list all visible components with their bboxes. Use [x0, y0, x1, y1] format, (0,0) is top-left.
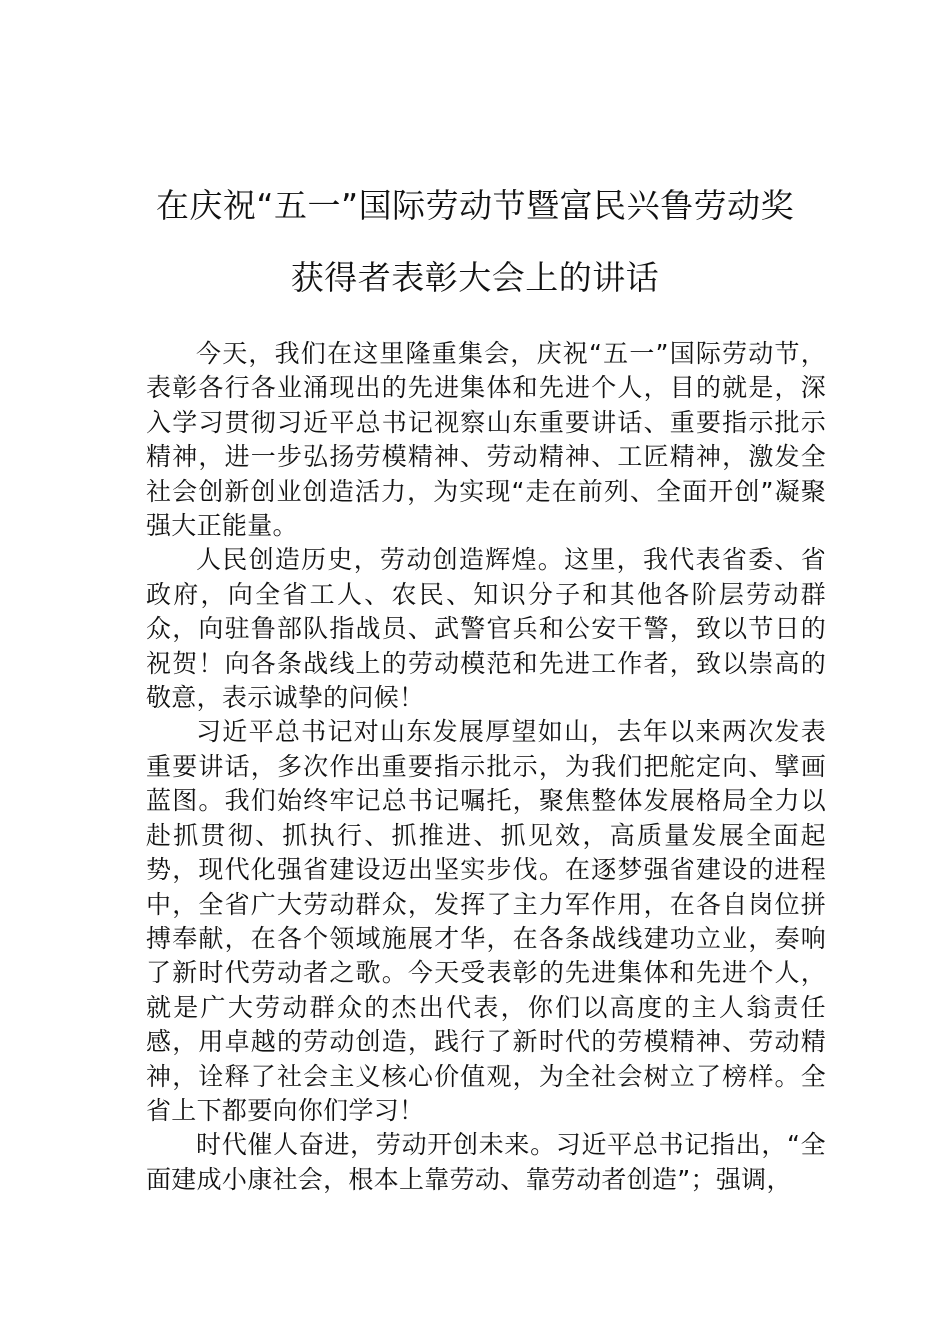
paragraph-4: 时代催人奋进，劳动开创未来。习近平总书记指出，“全面建成小康社会，根本上靠劳动、靠劳动者创造”；强调，: [146, 1130, 826, 1194]
paragraph-2: 人民创造历史，劳动创造辉煌。这里，我代表省委、省政府，向全省工人、农民、知识分子和其他各阶层劳动群众，向驻鲁部队指战员、武警官兵和公安干警，致以节日的祝贺！向各条战线上的劳动模范和先进工作者，致以崇高的敬意，表示诚挚的问候！: [146, 545, 826, 713]
title-line-1: 在庆祝“五一”国际劳动节暨富民兴鲁劳动奖: [155, 186, 795, 225]
paragraph-3: 习近平总书记对山东发展厚望如山，去年以来两次发表重要讲话，多次作出重要指示批示，为我们把舵定向、擘画蓝图。我们始终牢记总书记嘱托，聚焦整体发展格局全力以赴抓贯彻、抓执行、抓推进、抓见效，高质量发展全面起势，现代化强省建设迈出坚实步伐。在逐梦强省建设的进程中，全省广大劳动群众，发挥了主力军作用，在各自岗位拼搏奉献，在各个领域施展才华，在各条战线建功立业，奏响了新时代劳动者之歌。今天受表彰的先进集体和先进个人，就是广大劳动群众的杰出代表，你们以高度的主人翁责任感，用卓越的劳动创造，践行了新时代的劳模精神、劳动精神，诠释了社会主义核心价值观，为全社会树立了榜样。全省上下都要向你们学习！: [146, 717, 826, 1125]
paragraph-1: 今天，我们在这里隆重集会，庆祝“五一”国际劳动节，表彰各行各业涌现出的先进集体和先进个人，目的就是，深入学习贯彻习近平总书记视察山东重要讲话、重要指示批示精神，进一步弘扬劳模精神、劳动精神、工匠精神，激发全社会创新创业创造活力，为实现“走在前列、全面开创”凝聚强大正能量。: [146, 339, 826, 541]
title-line-2: 获得者表彰大会上的讲话: [290, 258, 660, 297]
document-body: [146, 337, 826, 1197]
document-title: [100, 170, 850, 314]
